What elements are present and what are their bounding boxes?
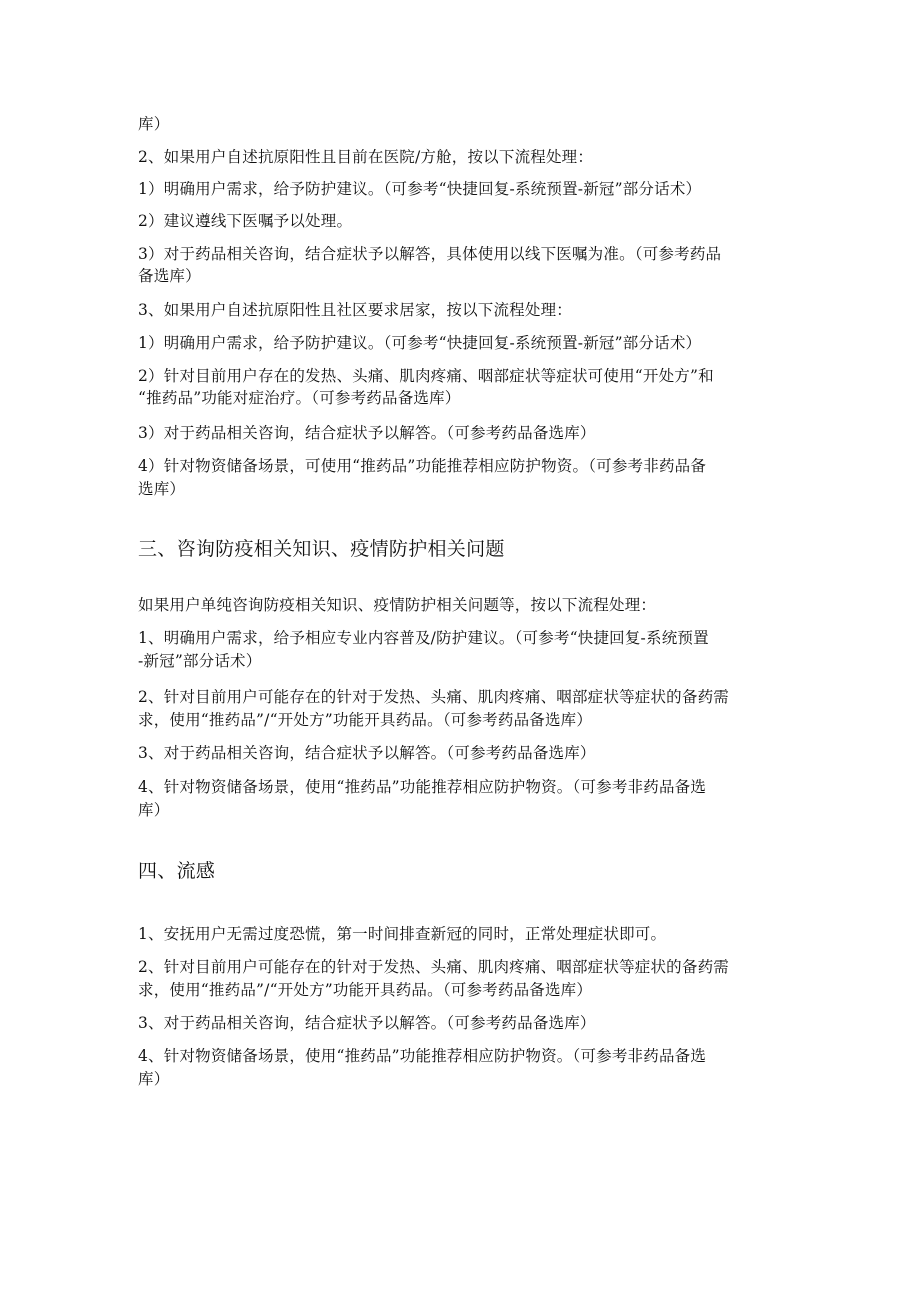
case3-item-4-line1: 4）针对物资储备场景，可使用“推药品”功能推荐相应防护物资。（可参考非药品备 xyxy=(138,457,707,475)
section3-item-1-line1: 1、明确用户需求，给予相应专业内容普及/防护建议。（可参考“快捷回复-系统预置 xyxy=(138,629,709,647)
section3-item-2-line1: 2、针对目前用户可能存在的针对于发热、头痛、肌肉疼痛、咽部症状等症状的备药需 xyxy=(138,688,729,706)
case3-item-4-line2: 选库） xyxy=(138,480,186,498)
case2-title: 2、如果用户自述抗原阳性且目前在医院/方舱，按以下流程处理： xyxy=(138,148,594,166)
case2-item-3-line2: 备选库） xyxy=(138,267,201,285)
continuation-line: 库） xyxy=(138,115,170,133)
case3-item-1: 1）明确用户需求，给予防护建议。（可参考“快捷回复-系统预置-新冠”部分话术） xyxy=(138,334,702,352)
case2-item-1: 1）明确用户需求，给予防护建议。（可参考“快捷回复-系统预置-新冠”部分话术） xyxy=(138,180,702,198)
section3-item-4-line2: 库） xyxy=(138,801,170,819)
section3-intro: 如果用户单纯咨询防疫相关知识、疫情防护相关问题等，按以下流程处理： xyxy=(138,596,657,614)
section3-item-1-line2: -新冠”部分话术） xyxy=(138,652,262,670)
case3-item-2-line1: 2）针对目前用户存在的发热、头痛、肌肉疼痛、咽部症状等症状可使用“开处方”和 xyxy=(138,367,714,385)
case3-item-3: 3）对于药品相关咨询，结合症状予以解答。（可参考药品备选库） xyxy=(138,424,596,442)
section4-item-1: 1、安抚用户无需过度恐慌，第一时间排查新冠的同时，正常处理症状即可。 xyxy=(138,925,667,943)
section3-item-2-line2: 求，使用“推药品”/“开处方”功能开具药品。（可参考药品备选库） xyxy=(138,711,593,729)
section4-heading: 四、流感 xyxy=(138,860,216,882)
section4-item-4-line2: 库） xyxy=(138,1070,170,1088)
case3-item-2-line2: “推药品”功能对症治疗。（可参考药品备选库） xyxy=(138,389,461,407)
section4-item-2-line2: 求，使用“推药品”/“开处方”功能开具药品。（可参考药品备选库） xyxy=(138,981,593,999)
section3-item-3: 3、对于药品相关咨询，结合症状予以解答。（可参考药品备选库） xyxy=(138,744,596,762)
section3-heading: 三、咨询防疫相关知识、疫情防护相关问题 xyxy=(138,538,505,560)
case3-title: 3、如果用户自述抗原阳性且社区要求居家，按以下流程处理： xyxy=(138,301,572,319)
section3-item-4-line1: 4、针对物资储备场景，使用“推药品”功能推荐相应防护物资。（可参考非药品备选 xyxy=(138,778,707,796)
section4-item-2-line1: 2、针对目前用户可能存在的针对于发热、头痛、肌肉疼痛、咽部症状等症状的备药需 xyxy=(138,958,729,976)
case2-item-3-line1: 3）对于药品相关咨询，结合症状予以解答，具体使用以线下医嘱为准。（可参考药品 xyxy=(138,245,722,263)
case2-item-2: 2）建议遵线下医嘱予以处理。 xyxy=(138,212,353,230)
section4-item-4-line1: 4、针对物资储备场景，使用“推药品”功能推荐相应防护物资。（可参考非药品备选 xyxy=(138,1047,707,1065)
section4-item-3: 3、对于药品相关咨询，结合症状予以解答。（可参考药品备选库） xyxy=(138,1014,596,1032)
